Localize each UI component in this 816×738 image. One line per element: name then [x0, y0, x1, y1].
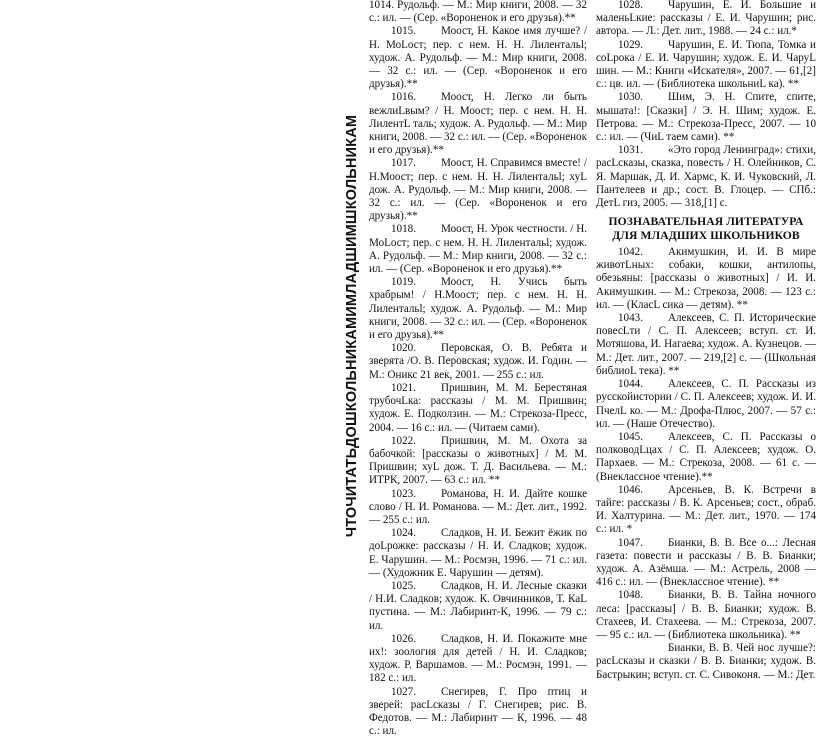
- entry-text: Алексеев, С. П. Исторические повесLти / С. П. Алексеев; вступ. ст. И. Мотяшова, И. Нагаева; худож. А. Кузнецов. — М.: Дет. лит., 2007. — 219,[2] с. — (Школьная библиоL тека). **: [596, 312, 816, 377]
- left-column: [369, 0, 587, 738]
- entry-number: 1030.: [618, 91, 643, 104]
- entry-number: 1047.: [618, 536, 643, 549]
- entry-text: Моост, Н. Легко ли быть вежлиLвым? / Н. Моост; пер. с нем. Н. Н. ЛилентL таль; худож. А. Рудольф. — М.: Мир книги, 2008. — 32 с.: ил. — (Сер. «Вороненок и его друзья).**: [369, 91, 587, 157]
- entry-text: Алексеев, С. П. Рассказы из русскойистории / С. П. Алексеев; худож. И. И. ПчелL ко. — М.: Дрофа-Плюс, 2007. — 57 с.: ил. — (Наше Отечество).: [596, 378, 816, 430]
- entry-number: 1046.: [618, 483, 643, 496]
- entry-text: Бианки, В. В. Тайна ночного леса: [рассказы] / В. В. Бианки; худож. В. Стахеев, И. Стахеева. — М.: Стрекоза, 2007. — 95 с.: ил. — (Библиотека школьника). **: [596, 589, 816, 641]
- bibliography-entry: [596, 537, 816, 590]
- entry-number: 1019.: [391, 276, 416, 289]
- bibliography-entry: [369, 488, 587, 528]
- bibliography-entry: [369, 276, 587, 342]
- bibliography-entry: [369, 580, 587, 633]
- bibliography-entry: [369, 223, 587, 276]
- bibliography-entry: [369, 25, 587, 91]
- bibliography-entry: [596, 642, 816, 682]
- bibliography-entry: [369, 686, 587, 738]
- entry-text: Бианки, В. В. Все о...: Лесная газета: повести и рассказы / В. В. Бианки; худож. А. Азёмша. — М.: Астрель, 2008 — 416 с.: ил. — (Внеклассное чтение). **: [596, 536, 816, 589]
- entry-text: Алексеев, С. П. Рассказы о полководLцах / С. П. Алексеев; худож. О. Пархаев. — М.: Стрекоза, 2008. — 61 с. — (Внеклассное чтение).**: [596, 430, 816, 483]
- entry-text: Пришвин, М. М. Берестяная трубочLка: рассказы / М. М. Пришвин; худож. Е. Подколзин. — М.: Стрекоза-Пресс, 2004. — 16 с.: ил. — (Читаем сами).: [369, 381, 587, 434]
- entry-number: 1022.: [391, 434, 416, 447]
- entry-text: Моост, Н. Какое имя лучше? / Н. МоLост; пер. с нем. Н. Н. Лилентальl; худож. А. Рудольф. — М.: Мир книги, 2008. — 32 с.: ил. — (Сер. «Вороненок и его друзья).**: [369, 25, 587, 91]
- entry-number: 1020.: [391, 342, 416, 355]
- entry-number: 1024.: [391, 527, 416, 540]
- bibliography-entry: [369, 435, 587, 488]
- bibliography-entry: [596, 484, 816, 537]
- bibliography-entry: [369, 342, 587, 382]
- entry-number: 1042.: [618, 246, 643, 259]
- entry-number: 1027.: [391, 685, 416, 698]
- bibliography-entry: [596, 144, 816, 210]
- entry-text: Шим, Э. Н. Спите, спите, мышата!: [Сказки] / Э. Н. Шим; худож. Е. Петрова. — М.: Стрекоза-Пресс, 2007. — 10 с.: ил. — (ЧиL таем сами). **: [596, 91, 816, 144]
- entry-number: 1023.: [391, 487, 416, 500]
- bibliography-entry: [369, 91, 587, 157]
- entry-text: Чарушин, Е. И. Большие и маленьLкие: рассказы / Е. И. Чарушин; рис. автора. — Л.: Дет. лит., 1988. — 24 с.: ил.*: [596, 0, 816, 38]
- entry-text: Моост, Н. Урок честности. / Н. МоLост; пер. с нем. Н. Н. Лилентальl; худож. А. Рудольф. — М.: Мир книги, 2008. — 32 с.: ил. — (Сер. «Вороненок и его друзья).**: [369, 223, 587, 276]
- entry-text: Бианки, В. В. Чей нос лучше?: расLсказы и сказки / В. В. Бианки; худож. В. Бастрыкин; вступ. ст. С. Сивоконя. — М.: Дет.: [596, 642, 816, 681]
- bibliography-entry: [369, 157, 587, 223]
- bibliography-entry: [369, 527, 587, 580]
- entry-number: 1015.: [391, 25, 416, 38]
- entry-number: 1045.: [618, 430, 643, 443]
- sidebar-vertical-label-strip: [336, 0, 368, 651]
- entry-number: 1025.: [391, 579, 416, 592]
- bibliography-entry: [596, 378, 816, 431]
- entry-number: 1043.: [618, 312, 643, 325]
- section-heading: ПОЗНАВАТЕЛЬНАЯ ЛИТЕРАТУРА ДЛЯ МЛАДШИХ ШКОЛЬНИКОВ: [608, 215, 804, 242]
- vertical-title: ЧТОЧИТАТЬДОШКОЛЬНИКАМИМЛАДШИМШКОЛЬНИКАМ: [344, 114, 360, 537]
- entry-number: 1028.: [618, 0, 643, 11]
- entry-text: Чарушин, Е. И. Тюпа, Томка и соLрока / Е. И. Чарушин; худож. Е. И. ЧаруL шин. — М.: Книги «Искателя», 2007. — 61,[2] с.: цв. ил. — (Библиотека школьниL ка). **: [596, 38, 816, 91]
- entry-text: 1014. Рудольф. — М.: Мир книги, 2008. — 32 с.: ил. — (Сер. «Вороненок и его друзья).**: [369, 0, 587, 25]
- bibliography-entry: [596, 39, 816, 92]
- entry-text: Снегирев, Г. Про птиц и зверей: расLсказы / Г. Снегирев; рис. В. Федотов. — М.: Лабиринт — К, 1996. — 48 с.: ил.: [369, 685, 587, 738]
- entry-number: 1029.: [618, 38, 643, 51]
- entry-text: Моост, Н. Справимся вместе! / Н.Моост; пер. с нем. Н. Н. Лилентальl; хуL дож. А. Рудольф. — М.: Мир книги, 2008. — 32 с.: ил. — (Сер. «Вороненок и его друзья).**: [369, 157, 587, 223]
- entry-text: Сладков, Н. И. Лесные сказки / Н.И. Сладков; худож. К. Овчинников, Т. КаL пустина. — М.: Лабиринт-К, 1996. — 79 с.: ил.: [369, 579, 587, 632]
- bibliography-entry: [596, 91, 816, 144]
- entry-text: Арсеньев, В. К. Встречи в тайге: рассказы / В. К. Арсеньев; сост., обраб. И. Халтурина. — М.: Дет. лит., 1970. — 174 с.: ил. *: [596, 483, 816, 536]
- bibliography-entry: [596, 312, 816, 378]
- entry-text: Моост, Н. Учись быть храбрым! / Н.Моост; пер. с нем. Н. Н. Лилентальl; худож. А. Рудольф. — М.: Мир книги, 2008. — 32 с.: ил. — (Сер. «Вороненок и его друзья).**: [369, 276, 587, 342]
- entry-number: 1031.: [618, 144, 643, 157]
- entry-text: «Это город Ленинград»: стихи, расLсказы, сказка, повесть / Н. Олейников, С. Я. Маршак, Д. И. Хармс, К. И. Чуковский, Л. Пантелеев и др.; сост. В. Глоцер. — СПб.: ДетL гиз, 2005. — 318,[1] с.: [596, 144, 816, 210]
- entry-number: 1017.: [391, 157, 416, 170]
- bibliography-entry: [596, 246, 816, 312]
- entry-number: 1021.: [391, 381, 416, 394]
- entry-text: Сладков, Н. И. Бежит ёжик по доLрожке: рассказы / Н. И. Сладков; худож. Е. Чарушин. — М.: Росмэн, 1996. — 71 с.: ил. — (Художник Е. Чарушин — детям).: [369, 527, 587, 579]
- bibliography-entry: [369, 382, 587, 435]
- entry-text: Акимушкин, И. И. В мире животLных: собаки, кошки, антилопы, обезьяны: [рассказы о животных] / И. И. Акимушкин. — М.: Стрекоза, 2008. — 123 с.: ил. — (КласL сика — детям). **: [596, 246, 816, 311]
- bibliography-entry: [596, 589, 816, 642]
- bibliography-entry: [596, 0, 816, 39]
- entry-number: 1026.: [391, 632, 416, 645]
- entry-text: Романова, Н. И. Дайте кошке слово / Н. И. Романова. — М.: Дет. лит., 1992. — 255 с.: ил.: [369, 487, 587, 526]
- entry-number: 1048.: [618, 589, 643, 602]
- entry-text: Сладков, Н. И. Покажите мне их!: зоология для детей / Н. И. Сладков; худож. Р. Варшамов. — М.: Росмэн, 1991. — 182 с.: ил.: [369, 632, 587, 685]
- entry-text: Пришвин, М. М. Охота за бабочкой: [рассказы о животных] / М. М. Пришвин; хуL дож. Т. Д. Васильева. — М.: ИТРК, 2007. — 63 с.: ил. **: [369, 434, 587, 487]
- entry-number: 1016.: [391, 91, 416, 104]
- entry-number: 1018.: [391, 223, 416, 236]
- bibliography-entry: [369, 0, 587, 25]
- entry-number: 1044.: [618, 378, 643, 391]
- right-column: [596, 0, 816, 682]
- bibliography-entry: [369, 633, 587, 686]
- entry-text: Перовская, О. В. Ребята и зверята /О. В. Перовская; худож. И. Годин. — М.: Оникс 21 век, 2001. — 255 с.: ил.: [369, 342, 587, 381]
- bibliography-entry: [596, 431, 816, 484]
